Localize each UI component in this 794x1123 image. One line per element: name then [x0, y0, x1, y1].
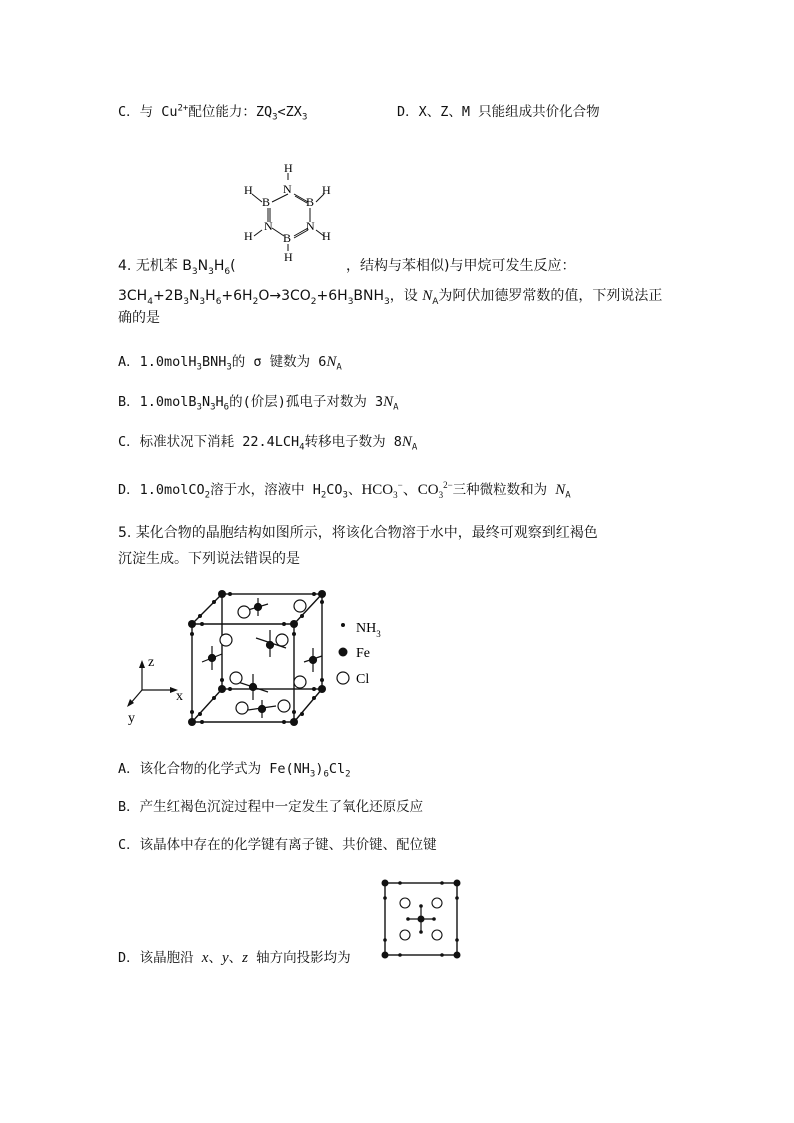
borazine-structure [238, 160, 338, 265]
q5-stem-line2: 沉淀生成。下列说法错误的是 [118, 551, 300, 567]
atom-h-upleft: H [244, 183, 253, 197]
legend-fe-label: Fe [356, 646, 370, 661]
legend-cl-label: Cl [356, 672, 370, 687]
legend-fe-marker [339, 648, 348, 657]
legend-cl-marker [337, 672, 349, 684]
q4-option-c: C．标准状况下消耗 $22.4LCH_4$转移电子数为 $8N_A$ [118, 434, 418, 453]
q4-option-d: D．1.0molCO$_2$溶于水，溶液中 $H_2CO_3$、$HCO_3^-$、$CO_3^{2-}$三种微粒数和为 $N_A$ [118, 480, 571, 501]
axis-y-label: y [128, 711, 135, 726]
atom-h-downright: H [322, 229, 331, 243]
q4-stem-line3: 确的是 [118, 310, 160, 326]
atom-b-bottom: B [283, 231, 292, 245]
q3-option-d: D．X、Z、M 只能组成共价化合物 [397, 104, 600, 120]
atom-b-right: B [306, 195, 315, 209]
atom-n-top: N [283, 182, 292, 196]
q4-option-b: B．$1.0molB_3N_3H_6$的(价层)孤电子对数为 $3N_A$ [118, 394, 399, 413]
atom-h-bottom: H [284, 250, 293, 264]
legend-nh3-marker [341, 623, 345, 627]
atom-b-left: B [262, 195, 271, 209]
atom-h-downleft: H [244, 229, 253, 243]
q5-stem-line1: 5. 某化合物的晶胞结构如图所示，将该化合物溶于水中，最终可观察到红褐色 [118, 525, 598, 541]
projection-diagram [378, 876, 464, 962]
atom-h-top: H [284, 161, 293, 175]
q4-option-a: A．$1.0molH_3BNH_3$的 σ 键数为 $6N_A$ [118, 354, 342, 373]
q5-option-a: A．该化合物的化学式为 $Fe(NH_3)_6Cl_2$ [118, 761, 351, 780]
atom-h-upright: H [322, 183, 331, 197]
q4-equation: $3CH_4+2B_3N_3H_6+6H_2O\to 3CO_2+6H_3BNH_3$，设 $N_A$为阿伏加德罗常数的值，下列说法正 [118, 288, 663, 307]
q4-stem-line1-tail: ，结构与苯相似)与甲烷可发生反应： [346, 258, 576, 274]
q5-option-c: C．该晶体中存在的化学键有离子键、共价键、配位键 [118, 837, 437, 853]
crystal-cell-diagram [118, 582, 398, 727]
q4-stem-line1: 4. 无机苯 $B_3N_3H_6$( [118, 258, 236, 277]
legend-nh3-label: $NH_3$ [356, 621, 381, 639]
atom-n-left: N [264, 219, 273, 233]
q5-option-b: B．产生红褐色沉淀过程中一定发生了氧化还原反应 [118, 799, 424, 815]
q5-option-d: D．该晶胞沿 x、y、z 轴方向投影均为 [118, 950, 351, 966]
axis-z-label: z [148, 655, 155, 670]
q3-option-c: C．与 $Cu^{2+}$配位能力：$ZQ_3<ZX_3$ [118, 103, 308, 123]
atom-n-right: N [306, 219, 315, 233]
axis-x-label: x [176, 689, 183, 704]
